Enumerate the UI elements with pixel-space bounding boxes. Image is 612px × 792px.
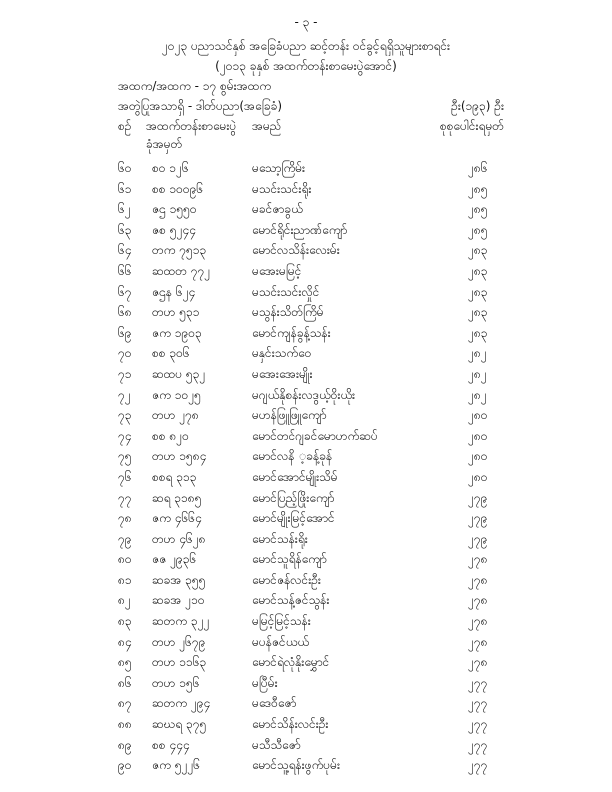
row-roll: စဝ ၁၂၆ bbox=[152, 161, 189, 175]
row-roll: ဇက ၄၆၆၄ bbox=[152, 511, 202, 526]
table-row bbox=[0, 304, 612, 325]
row-score: ၂၈၃ bbox=[468, 325, 488, 340]
row-score: ၂၈၃ bbox=[468, 243, 488, 258]
row-score: ၂၇၈ bbox=[468, 634, 488, 649]
table-row bbox=[0, 345, 612, 366]
row-score: ၂၈၂ bbox=[468, 346, 487, 361]
table-row bbox=[0, 490, 612, 511]
row-no: ၇၆ bbox=[118, 469, 132, 484]
row-no: ၆၉ bbox=[118, 325, 132, 340]
row-no: ၇၉ bbox=[118, 531, 132, 546]
row-name: မနှင်းသက်ဝေ bbox=[252, 346, 312, 361]
row-name: မအေးမမြင့် bbox=[252, 263, 302, 278]
row-name: မောင်တင်ဂျခင်မောဟက်ဆပ် bbox=[252, 428, 378, 443]
table-row bbox=[0, 737, 612, 758]
row-no: ၆၇ bbox=[118, 284, 132, 299]
row-score: ၂၈၀ bbox=[468, 428, 488, 443]
row-no: ၈၉ bbox=[118, 737, 132, 752]
row-score: ၂၇၇ bbox=[468, 675, 488, 690]
row-score: ၂၇၇ bbox=[468, 717, 488, 732]
row-name: မပြီမ်း bbox=[252, 675, 278, 690]
row-no: ၆၆ bbox=[118, 263, 132, 278]
row-roll: စစ ၄၄၄ bbox=[152, 737, 190, 752]
row-name: မပန်ဇင်ယယ် bbox=[252, 634, 309, 649]
row-score: ၂၇၉ bbox=[468, 511, 488, 526]
table-row bbox=[0, 531, 612, 552]
row-no: ၆၁ bbox=[118, 181, 132, 196]
row-roll: တဟ ၄၆၂၈ bbox=[152, 531, 206, 546]
row-roll: ဆရ ၃၁၈၅ bbox=[152, 490, 202, 505]
table-row bbox=[0, 592, 612, 613]
total-count: ဦး(၁၉၃) ဦး bbox=[451, 99, 504, 113]
row-score: ၂၇၇ bbox=[468, 737, 488, 752]
row-name: မောင်သန့်ဇင်သွန်း bbox=[252, 593, 330, 608]
row-no: ၆၀ bbox=[118, 161, 132, 175]
table-row bbox=[0, 716, 612, 737]
row-name: မသင်းသင်းလှိုင် bbox=[252, 284, 320, 299]
row-no: ၇၂ bbox=[118, 387, 131, 402]
row-score: ၂၈၂ bbox=[468, 387, 487, 402]
table-row bbox=[0, 510, 612, 531]
column-header-name: အမည် bbox=[252, 119, 282, 133]
row-name: မောင်သိန်းလင်းဦး bbox=[252, 717, 329, 732]
row-roll: စစ ၈၂၀ bbox=[152, 428, 189, 443]
row-no: ၈၀ bbox=[118, 552, 132, 567]
row-score: ၂၈၂ bbox=[468, 366, 487, 381]
table-row bbox=[0, 201, 612, 222]
row-score: ၂၇၇ bbox=[468, 696, 488, 711]
row-no: ၆၈ bbox=[118, 305, 132, 320]
column-header-roll: အထက်တန်းစာမေးပွဲ bbox=[146, 119, 237, 133]
row-no: ၈၈ bbox=[118, 717, 132, 732]
row-score: ၂၇၈ bbox=[468, 655, 488, 670]
table-row bbox=[0, 222, 612, 243]
row-name: မဒေဝီဇော် bbox=[252, 696, 297, 711]
row-roll: ဆခအ ၂၁၀ bbox=[152, 593, 205, 608]
row-no: ၈၄ bbox=[118, 634, 132, 649]
row-score: ၂၇၇ bbox=[468, 758, 488, 773]
table-row bbox=[0, 181, 612, 202]
row-roll: ဇဇ ၂၉၃၆ bbox=[152, 552, 197, 567]
table-row bbox=[0, 263, 612, 284]
row-name: မောင်သူ့ရန်းဖွက်ပုမ်း bbox=[252, 758, 341, 773]
row-name: မခင်ဇာခွယ် bbox=[252, 202, 303, 217]
row-no: ၇၁ bbox=[118, 366, 132, 381]
row-roll: ဇစ ၅၂၄၄ bbox=[152, 222, 196, 237]
column-header-no: စဉ် bbox=[118, 119, 132, 133]
row-name: မောင်လသိန်းလေးမ်း bbox=[252, 243, 340, 258]
row-no: ၈၃ bbox=[118, 614, 132, 629]
row-score: ၂၈၀ bbox=[468, 469, 488, 484]
row-no: ၇၇ bbox=[118, 490, 132, 505]
row-roll: တဟ ၁၅၆ bbox=[152, 675, 200, 690]
row-no: ၇၀ bbox=[118, 346, 132, 361]
table-row bbox=[0, 551, 612, 572]
row-no: ၆၄ bbox=[118, 243, 132, 258]
table-row bbox=[0, 757, 612, 778]
row-roll: ဆတက ၃၂၂ bbox=[152, 614, 210, 629]
row-name: မသင်းသင်းရိုး bbox=[252, 181, 312, 196]
row-roll: စစရ ၃၁၃ bbox=[152, 469, 197, 484]
row-score: ၂၈၀ bbox=[468, 408, 488, 423]
row-name: မဂျယ်နိုစန်းလဒွယ့်ဝိုးယိုး bbox=[252, 387, 356, 402]
row-name: မောင်သူရိန်ကျော် bbox=[252, 552, 327, 567]
table-row bbox=[0, 284, 612, 305]
row-name: မောင်လနိ ့ခန့်ခုန် bbox=[252, 449, 333, 464]
table-row bbox=[0, 572, 612, 593]
results-table bbox=[0, 160, 612, 778]
organization-line: အထက/အထက - ၁၇ စွမ်းအထက bbox=[118, 79, 272, 93]
row-no: ၈၆ bbox=[118, 675, 132, 690]
subject-group-line: အတွဲပြုအသာရှိ - ဒါတ်ပညာ(အခြေခံ) bbox=[118, 99, 282, 113]
row-score: ၂၈၃ bbox=[468, 284, 488, 299]
table-row bbox=[0, 675, 612, 696]
row-name: မောင်ပြည့်ဖြိုးကျော် bbox=[252, 490, 335, 505]
table-row bbox=[0, 387, 612, 408]
page-number: - ၃ - bbox=[294, 15, 318, 29]
row-roll: ဆထတ ၇၇၂ bbox=[152, 263, 211, 278]
row-score: ၂၇၉ bbox=[468, 531, 488, 546]
table-row bbox=[0, 469, 612, 490]
row-score: ၂၈၃ bbox=[468, 305, 488, 320]
row-no: ၈၇ bbox=[118, 696, 132, 711]
row-name: မောင်ရိုင်းညာဏ်ကျော် bbox=[252, 222, 348, 237]
row-score: ၂၈၀ bbox=[468, 449, 488, 464]
row-roll: ဇက ၅၂၂၆ bbox=[152, 758, 200, 773]
row-roll: ဆထပ ၅၃၂ bbox=[152, 366, 206, 381]
row-roll: တဟ ၅၃၁ bbox=[152, 305, 200, 320]
row-name: မောင်ဇန်လင်းဦး bbox=[252, 572, 321, 587]
table-row bbox=[0, 160, 612, 181]
row-roll: တဟ ၂၇၈ bbox=[152, 408, 199, 423]
row-name: မောင်သန်းရိုး bbox=[252, 531, 308, 546]
table-row bbox=[0, 613, 612, 634]
row-roll: ဇက ၁၉၀၃ bbox=[152, 325, 202, 340]
row-no: ၈၅ bbox=[118, 655, 132, 670]
row-score: ၂၈၅ bbox=[468, 202, 488, 217]
row-name: မသွန်းသိတ်ကြိမ် bbox=[252, 305, 324, 320]
row-no: ၆၂ bbox=[118, 202, 131, 217]
row-roll: တက ၇၅၁၃ bbox=[152, 243, 207, 258]
row-name: မောင်ကျန်ခွန့်သန်း bbox=[252, 325, 331, 340]
row-name: မဟန်ဖြူဖြူကျော် bbox=[252, 408, 327, 423]
row-score: ၂၇၈ bbox=[468, 552, 488, 567]
row-roll: ဆဃရ ၃၇၅ bbox=[152, 717, 207, 732]
document-subtitle: (၂၀၁၃ ခုနှစ် အထက်တန်းစာမေးပွဲအောင်) bbox=[215, 59, 397, 73]
row-score: ၂၇၈ bbox=[468, 593, 488, 608]
row-roll: စစ ၃၀၆ bbox=[152, 346, 190, 361]
table-row bbox=[0, 325, 612, 346]
row-name: မသီသီဇော် bbox=[252, 737, 301, 752]
row-name: မသော့ကြိမ်း bbox=[252, 161, 306, 175]
column-header-roll-2: ခုံအမှတ် bbox=[146, 137, 183, 151]
table-row bbox=[0, 366, 612, 387]
row-no: ၇၈ bbox=[118, 511, 132, 526]
row-roll: တဟ ၁၅၈၄ bbox=[152, 449, 207, 464]
row-name: မောင်မျိုးမြင့်အောင် bbox=[252, 511, 335, 526]
table-row bbox=[0, 448, 612, 469]
row-score: ၂၇၈ bbox=[468, 572, 488, 587]
row-no: ၇၅ bbox=[118, 449, 132, 464]
row-roll: ဇဌန ၆၂၄ bbox=[152, 284, 196, 299]
row-roll: ဆခအ ၃၅၅ bbox=[152, 572, 206, 587]
table-row bbox=[0, 695, 612, 716]
document-title: ၂၀၂၃ ပညာသင်နှစ် အခြေခံပညာ ဆင့်တန်း ဝင်ခွင့်ရရှိသူများစာရင်း bbox=[161, 39, 451, 53]
row-no: ၉၀ bbox=[118, 758, 132, 773]
row-name: မအေးအေးမျိုး bbox=[252, 366, 313, 381]
row-no: ၈၂ bbox=[118, 593, 131, 608]
row-roll: တဟ ၁၁၆၃ bbox=[152, 655, 207, 670]
row-name: မောင်ရဲလုံနိုးမွှောင် bbox=[252, 655, 330, 670]
table-row bbox=[0, 407, 612, 428]
row-roll: ဆတက ၂၉၄ bbox=[152, 696, 211, 711]
row-no: ၇၄ bbox=[118, 428, 132, 443]
row-score: ၂၇၉ bbox=[468, 490, 488, 505]
row-score: ၂၈၃ bbox=[468, 263, 488, 278]
row-name: မမြင့်မြင့်သန်း bbox=[252, 614, 311, 629]
row-roll: ဇဌ ၁၅၅၀ bbox=[152, 202, 197, 217]
row-no: ၆၃ bbox=[118, 222, 132, 237]
table-row bbox=[0, 242, 612, 263]
column-header-score: စုစုပေါင်းရမှတ် bbox=[439, 119, 504, 133]
row-score: ၂၈၅ bbox=[468, 181, 488, 196]
row-name: မောင်အောင်မျိုးသိမ် bbox=[252, 469, 338, 484]
row-score: ၂၈၅ bbox=[468, 222, 488, 237]
row-roll: ဇက ၁၀၂၅ bbox=[152, 387, 201, 402]
row-no: ၈၁ bbox=[118, 572, 132, 587]
table-row bbox=[0, 654, 612, 675]
row-roll: စစ ၁၀၀၉၆ bbox=[152, 181, 204, 196]
row-no: ၇၃ bbox=[118, 408, 132, 423]
row-score: ၂၈၆ bbox=[468, 161, 488, 175]
row-roll: တဟ ၂၆၇၉ bbox=[152, 634, 206, 649]
table-row bbox=[0, 428, 612, 449]
row-score: ၂၇၈ bbox=[468, 614, 488, 629]
table-row bbox=[0, 634, 612, 655]
